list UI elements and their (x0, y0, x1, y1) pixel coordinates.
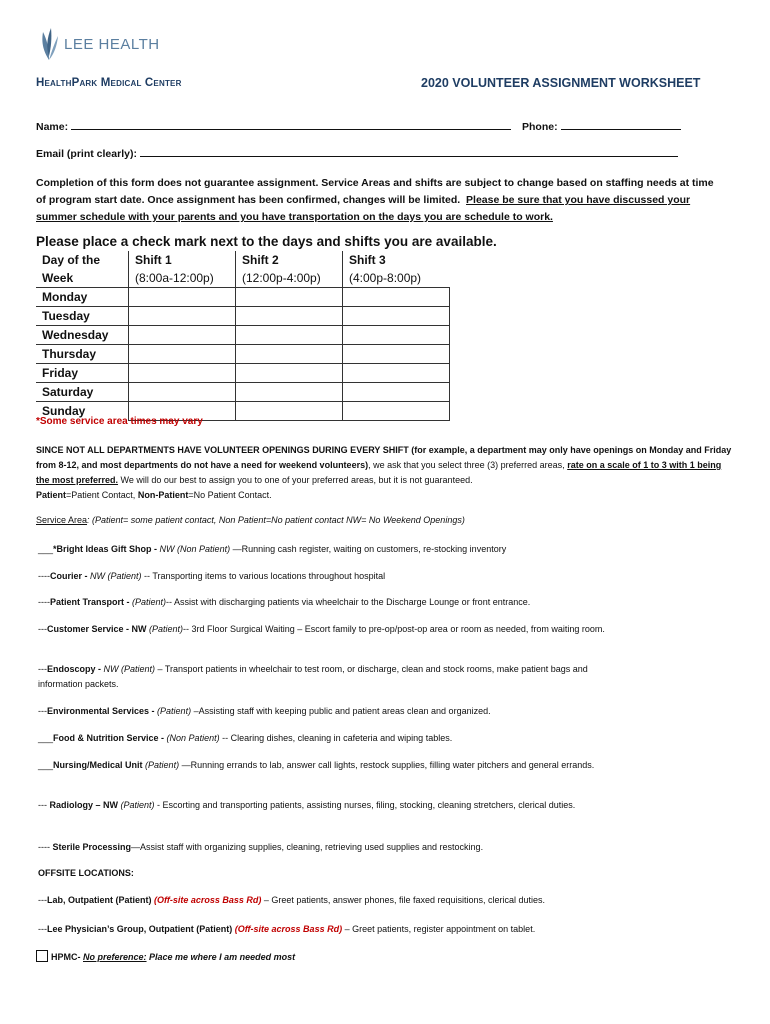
shift-checkbox-cell[interactable] (129, 364, 236, 383)
email-line[interactable] (140, 146, 678, 157)
service-area-item[interactable]: ___*Bright Ideas Gift Shop - NW (Non Patient) —Running cash register, waiting on customers, re-stocking inventory (38, 544, 507, 554)
offsite-item[interactable]: ---Lee Physician’s Group, Outpatient (Patient) (Off-site across Bass Rd) – Greet patients, register appointment on tablet. (38, 924, 536, 934)
day-label: Monday (36, 288, 129, 307)
shift-footnote: *Some service area times may vary (36, 416, 203, 427)
shift-checkbox-cell[interactable] (343, 326, 450, 345)
availability-table (36, 251, 450, 421)
shift-checkbox-cell[interactable] (236, 288, 343, 307)
service-area-item[interactable]: ---Endoscopy - NW (Patient) – Transport patients in wheelchair to test room, or discharge, clean and stock rooms, make patient bags and information packets. (38, 664, 588, 689)
day-label: Sunday (36, 402, 129, 421)
email-label: Email (print clearly): (36, 148, 137, 160)
day-label: Tuesday (36, 307, 129, 326)
shift-checkbox-cell[interactable] (129, 345, 236, 364)
shift-checkbox-cell[interactable] (236, 345, 343, 364)
day-label: Thursday (36, 345, 129, 364)
service-area-item[interactable]: ---Customer Service - NW (Patient)-- 3rd Floor Surgical Waiting – Escort family to pre-op/post-op area or room as needed, from waiting room. (38, 624, 605, 634)
service-area-item[interactable]: ---Environmental Services - (Patient) –Assisting staff with keeping public and patient areas clean and organized. (38, 706, 491, 716)
day-label: Friday (36, 364, 129, 383)
shift-checkbox-cell[interactable] (129, 307, 236, 326)
phone-field[interactable] (522, 119, 681, 133)
table-row (36, 383, 450, 402)
shift-3-header: Shift 3 (4:00p-8:00p) (343, 251, 450, 288)
leaf-logo-icon (38, 26, 60, 62)
shift-checkbox-cell[interactable] (236, 402, 343, 421)
service-area-item[interactable]: ----Courier - NW (Patient) -- Transporting items to various locations throughout hospital (38, 571, 386, 581)
service-area-heading: Service Area: (Patient= some patient contact, Non Patient=No patient contact NW= No Weekend Openings) (36, 515, 465, 525)
shift-checkbox-cell[interactable] (236, 326, 343, 345)
org-name: HealthPark Medical Center (36, 77, 182, 89)
shift-checkbox-cell[interactable] (343, 383, 450, 402)
shift-checkbox-cell[interactable] (343, 364, 450, 383)
email-field[interactable] (36, 146, 678, 160)
shift-checkbox-cell[interactable] (129, 326, 236, 345)
table-row (36, 326, 450, 345)
shift-1-header: Shift 1 (8:00a-12:00p) (129, 251, 236, 288)
shift-checkbox-cell[interactable] (129, 288, 236, 307)
shift-checkbox-cell[interactable] (236, 364, 343, 383)
table-header-row (36, 251, 450, 288)
service-area-item[interactable]: ___Food & Nutrition Service - (Non Patient) -- Clearing dishes, cleaning in cafeteria and wiping tables. (38, 733, 453, 743)
no-preference-option[interactable]: HPMC- No preference: Place me where I am needed most (36, 950, 726, 965)
notice-paragraph (36, 175, 726, 226)
day-header: Day of the Week (36, 251, 129, 288)
shift-checkbox-cell[interactable] (343, 307, 450, 326)
day-label: Saturday (36, 383, 129, 402)
shift-2-header: Shift 2 (12:00p-4:00p) (236, 251, 343, 288)
notice-text: Completion of this form does not guarantee assignment. Service Areas and shifts are subject to change based on staffing needs at time of program start date. Once assignment has been confirmed, changes will be limited. (36, 177, 714, 206)
shift-checkbox-cell[interactable] (236, 383, 343, 402)
name-label: Name: (36, 121, 69, 133)
name-line[interactable] (71, 119, 511, 130)
offsite-item[interactable]: ---Lab, Outpatient (Patient) (Off-site across Bass Rd) – Greet patients, answer phones, file faxed requisitions, clerical duties. (38, 895, 546, 905)
no-preference-checkbox[interactable] (36, 950, 48, 962)
service-area-item[interactable]: ___Nursing/Medical Unit (Patient) —Running errands to lab, answer call lights, restock supplies, filling water pitchers and general errands. (38, 760, 595, 770)
service-area-item[interactable]: --- Radiology – NW (Patient) - Escorting and transporting patients, assisting nurses, filing, stocking, cleaning stretchers, clerical duties. (38, 800, 576, 810)
lee-health-logo (38, 26, 160, 62)
table-row (36, 288, 450, 307)
shift-checkbox-cell[interactable] (343, 345, 450, 364)
phone-label: Phone: (522, 121, 558, 133)
doc-title: 2020 VOLUNTEER ASSIGNMENT WORKSHEET (421, 76, 701, 90)
shift-checkbox-cell[interactable] (343, 402, 450, 421)
departments-paragraph: SINCE NOT ALL DEPARTMENTS HAVE VOLUNTEER OPENINGS DURING EVERY SHIFT (for example, a department may only have openings on Monday and Friday from 8-12, and most departments do not have a need for weekend volunteers), we ask that you select three (3) preferred areas, rate on a scale of 1 to 3 with 1 being the most preferred. We will do our best to assign you to one of your preferred areas, but it is not guaranteed. Patient=Patient Contact, Non-Patient=No Patient Contact. (36, 445, 732, 500)
service-area-item[interactable]: ---- Sterile Processing—Assist staff with organizing supplies, cleaning, retrieving used supplies and restocking. (38, 842, 484, 852)
logo-text: LEE HEALTH (64, 35, 160, 53)
availability-heading: Please place a check mark next to the days and shifts you are available. (36, 234, 497, 249)
table-row (36, 364, 450, 383)
offsite-heading: OFFSITE LOCATIONS: (38, 868, 134, 878)
notice-underlined: Please be sure that you have discussed your summer schedule with your parents and you have transportation on the days you are schedule to work. (36, 194, 691, 223)
table-row (36, 345, 450, 364)
name-field[interactable] (36, 119, 511, 133)
table-row (36, 307, 450, 326)
phone-line[interactable] (561, 119, 681, 130)
shift-checkbox-cell[interactable] (129, 383, 236, 402)
day-label: Wednesday (36, 326, 129, 345)
shift-checkbox-cell[interactable] (343, 288, 450, 307)
shift-checkbox-cell[interactable] (236, 307, 343, 326)
service-area-item[interactable]: ----Patient Transport - (Patient)-- Assist with discharging patients via wheelchair to the Discharge Lounge or front entrance. (38, 597, 531, 607)
